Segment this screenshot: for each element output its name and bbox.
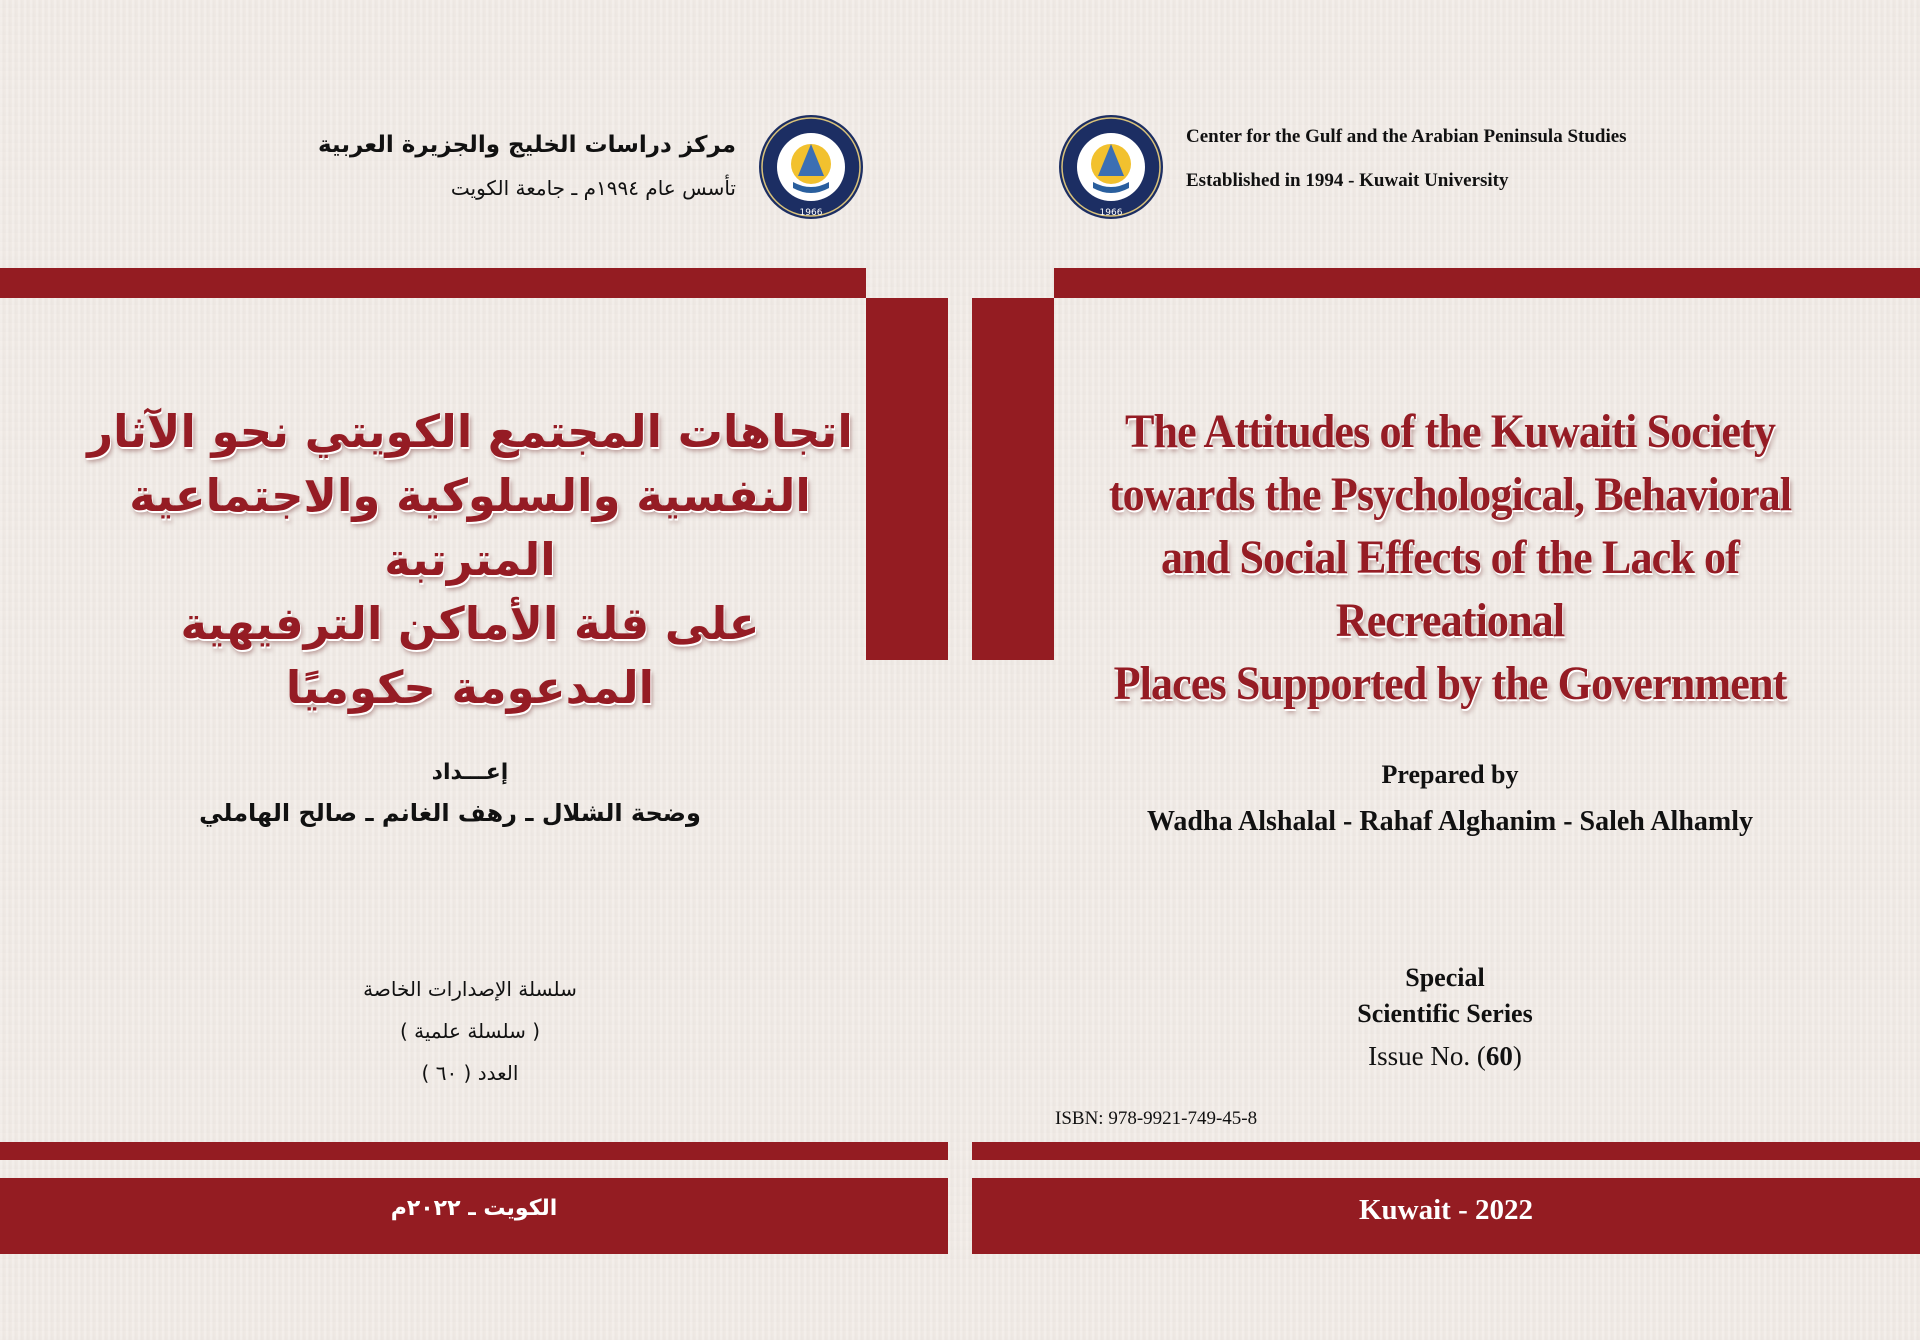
series-ar-line2: ( سلسلة علمية ): [399, 1019, 541, 1043]
series-ar-line3: العدد ( ٦٠ ): [421, 1061, 519, 1085]
established-en: Established in 1994 - Kuwait University: [1186, 170, 1509, 191]
logo-year: 1966: [799, 208, 823, 218]
series-line-scientific: Scientific Series: [1357, 999, 1533, 1028]
title-ar-line: على قلة الأماكن الترفيهية المدعومة حكوميًا: [180, 597, 760, 714]
authors-en: [1060, 760, 1840, 838]
top-bar-left: [0, 268, 866, 298]
authors-ar: [80, 760, 860, 827]
series-ar: [80, 968, 860, 1094]
top-bar-right: [1054, 268, 1920, 298]
issue-number-en: [1060, 1038, 1830, 1074]
author-names-ar: وضحة الشلال ـ رهف الغانم ـ صالح الهاملي: [199, 799, 701, 827]
established-ar: تأسس عام ١٩٩٤م ـ جامعة الكويت: [450, 176, 736, 200]
issue-suffix: ): [1512, 1041, 1522, 1071]
series-line-special: Special: [1405, 963, 1485, 992]
center-name-en: Center for the Gulf and the Arabian Peninsula Studies: [1186, 126, 1627, 147]
series-ar-line1: سلسلة الإصدارات الخاصة: [363, 977, 577, 1001]
spine-bar-right: [972, 298, 1054, 660]
bottom-thin-bar-left: [0, 1142, 948, 1160]
title-ar-line: النفسية والسلوكية والاجتماعية المترتبة: [129, 469, 811, 586]
issue-prefix: Issue No. (: [1368, 1041, 1486, 1071]
bottom-thin-bar-right: [972, 1142, 1920, 1160]
spine-bar-left: [866, 298, 948, 660]
footer-place-year-ar: الكويت ـ ٢٠٢٢م: [390, 1196, 558, 1221]
logo-year: 1966: [1099, 208, 1123, 218]
title-en-line: Places Supported by the Government: [1113, 657, 1787, 710]
prepared-by-label: Prepared by: [1381, 760, 1519, 789]
kuwait-university-seal-icon: [758, 114, 864, 220]
title-ar-line: اتجاهات المجتمع الكويتي نحو الآثار: [87, 405, 853, 458]
title-en-line: towards the Psychological, Behavioral: [1108, 468, 1792, 521]
title-ar: [80, 400, 860, 720]
footer-place-year-en: Kuwait - 2022: [1359, 1194, 1533, 1226]
issue-number: 60: [1485, 1041, 1513, 1071]
series-en: [1060, 960, 1830, 1074]
title-en: [1091, 400, 1809, 715]
isbn: ISBN: 978-9921-749-45-8: [1055, 1108, 1258, 1129]
title-en-line: The Attitudes of the Kuwaiti Society: [1124, 405, 1776, 458]
title-en-line: and Social Effects of the Lack of Recreational: [1160, 531, 1740, 647]
kuwait-university-seal-icon: [1058, 114, 1164, 220]
center-name-ar: مركز دراسات الخليج والجزيرة العربية: [317, 132, 736, 158]
author-names-en: Wadha Alshalal - Rahaf Alghanim - Saleh Alhamly: [1146, 806, 1754, 837]
prepared-by-label-ar: إعـــداد: [431, 760, 509, 785]
